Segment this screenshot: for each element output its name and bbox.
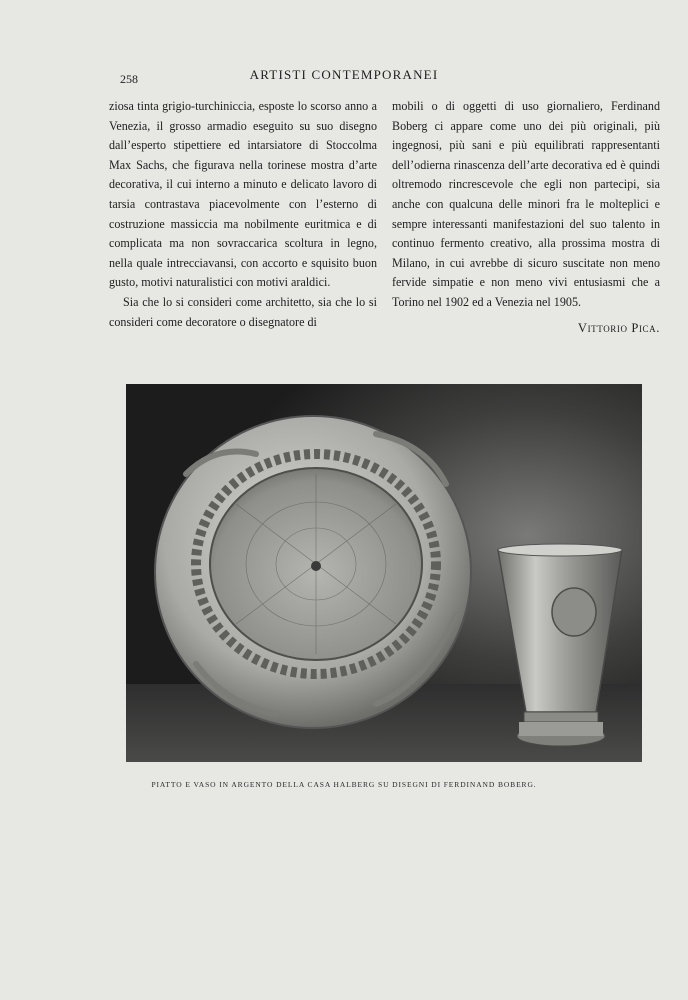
spider-motif	[311, 561, 321, 571]
silver-plate	[155, 416, 471, 728]
figure-caption: PIATTO E VASO IN ARGENTO DELLA CASA HALBERG SU DISEGNI DI FERDINAND BOBERG.	[151, 780, 537, 789]
right-paragraph-1: mobili o di oggetti di uso giornaliero, Ferdinand Boberg ci appare come uno dei più originali, più ingegnosi, più sani e più equilibrati rappresentanti dell’odierna rinascenza dell’arte decorativa ed è quindi oltremodo rincrescevole che egli non partecipi, sia anche con qualcuna delle minori fra le molteplici e sempre interessanti manifestazioni del suo talento in continuo fermento creativo, alla prossima mostra di Milano, in cui avrebbe di sicuro suscitate non meno fervide simpatie e non meno vivi entusiasmi che a Torino nel 1902 ed a Venezia nel 1905.	[392, 99, 660, 309]
page-number: 258	[120, 72, 138, 86]
author-signature: Vittorio Pica.	[577, 320, 660, 335]
running-title: ARTISTI CONTEMPORANEI	[249, 67, 439, 82]
left-paragraph-1: ziosa tinta grigio-turchiniccia, esposte lo scorso anno a Venezia, il grosso armadio eseguito su suo disegno dall’esperto stipettiere ed intarsiatore di Stoccolma Max Sachs, che figurava nella torinese mostra d’arte decorativa, il cui interno a minuto e delicato lavoro di tarsia contrastava piacevolmente con l’esterno di costruzione massiccia ma nobilmente euritmica e di complicata ma non sovraccarica scoltura in legno, nella quale intrecciavansi, con accorto e squisito buon gusto, motivi naturalistici con motivi araldici.	[109, 99, 377, 290]
right-column	[392, 97, 660, 338]
left-column	[109, 97, 377, 332]
coat-of-arms-medallion	[552, 588, 596, 636]
photograph-silver-plate-and-vase	[126, 384, 642, 762]
left-paragraph-2: Sia che lo si consideri come architetto, sia che lo si consideri come decoratore o disegnatore di	[109, 294, 377, 329]
